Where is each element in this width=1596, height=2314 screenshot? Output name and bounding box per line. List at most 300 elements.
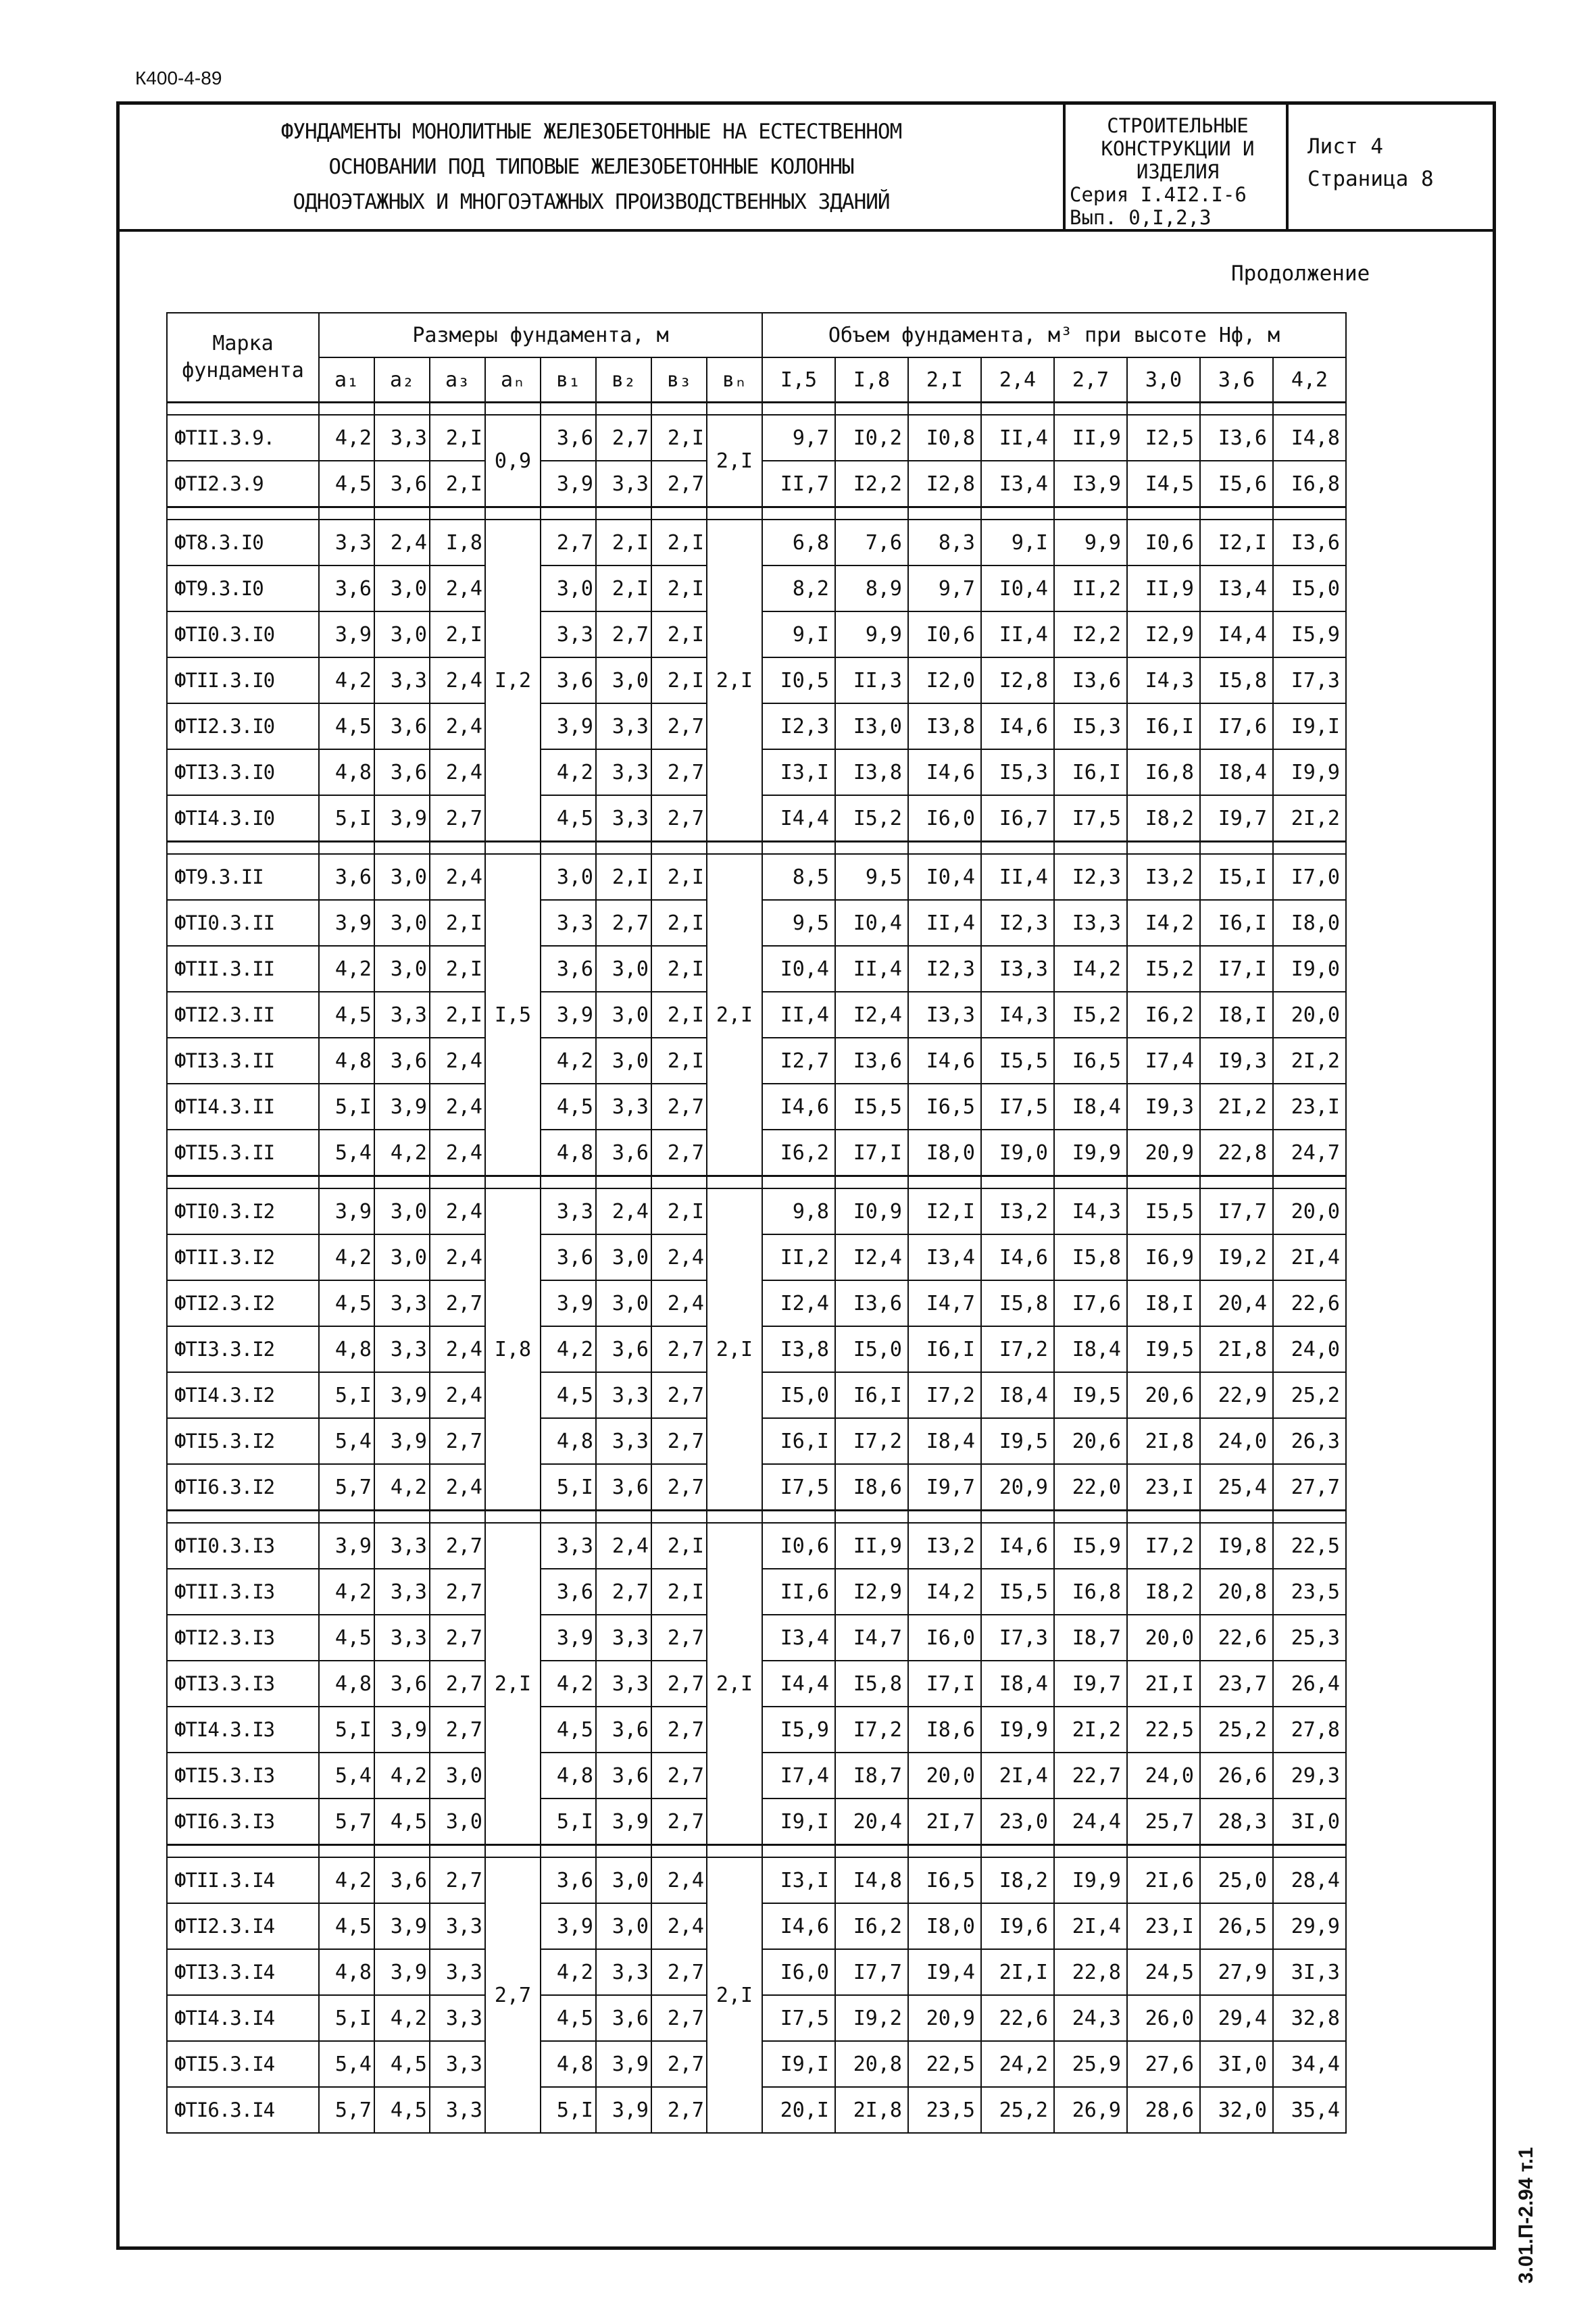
foundation-mark: ФТI2.3.I0 bbox=[167, 703, 319, 749]
spacer-cell bbox=[1054, 507, 1127, 520]
dimension-a: 3,3 bbox=[374, 1569, 430, 1615]
volume-value: I8,I bbox=[1200, 992, 1273, 1038]
dimension-b: 3,3 bbox=[596, 749, 651, 795]
volume-value: I2,0 bbox=[908, 657, 981, 703]
dimension-b: 3,9 bbox=[596, 1799, 651, 1845]
height-column-header: 4,2 bbox=[1273, 357, 1346, 403]
volume-value: 8,3 bbox=[908, 520, 981, 565]
spacer-cell bbox=[981, 1511, 1054, 1524]
volume-value: I9,I bbox=[762, 2041, 835, 2087]
volume-value: I0,5 bbox=[762, 657, 835, 703]
dimension-a: 3,9 bbox=[319, 1188, 374, 1234]
volume-value: 34,4 bbox=[1273, 2041, 1346, 2087]
dimension-a: 3,9 bbox=[374, 1418, 430, 1464]
volume-value: 20,8 bbox=[835, 2041, 908, 2087]
volume-value: I5,0 bbox=[1273, 565, 1346, 611]
volume-value: I4,6 bbox=[981, 703, 1054, 749]
spacer-cell bbox=[762, 507, 835, 520]
dimension-an: I,2 bbox=[485, 520, 541, 842]
foundation-mark: ФТII.3.I2 bbox=[167, 1234, 319, 1280]
volume-value: I2,9 bbox=[835, 1569, 908, 1615]
volume-value: 20,0 bbox=[1273, 1188, 1346, 1234]
volume-value: I5,6 bbox=[1200, 461, 1273, 507]
dimension-b: 3,9 bbox=[596, 2087, 651, 2133]
volume-value: I6,I bbox=[762, 1418, 835, 1464]
volume-value: 25,7 bbox=[1127, 1799, 1200, 1845]
spacer-cell bbox=[1127, 1511, 1200, 1524]
volume-value: I6,2 bbox=[762, 1130, 835, 1176]
spacer-cell bbox=[541, 842, 596, 855]
volume-value: I8,0 bbox=[1273, 900, 1346, 946]
spacer-cell bbox=[596, 403, 651, 416]
volume-value: 20,4 bbox=[1200, 1280, 1273, 1326]
dimension-a: 4,5 bbox=[374, 2041, 430, 2087]
volume-value: 22,5 bbox=[1127, 1707, 1200, 1753]
dimension-b: 2,I bbox=[651, 1188, 707, 1234]
spacer-cell bbox=[1273, 1511, 1346, 1524]
volume-value: 26,9 bbox=[1054, 2087, 1127, 2133]
volume-value: I6,I bbox=[908, 1326, 981, 1372]
volume-value: I9,9 bbox=[1273, 749, 1346, 795]
dimension-b: 2,7 bbox=[651, 1995, 707, 2041]
volume-value: I3,2 bbox=[1127, 854, 1200, 900]
foundation-mark: ФТI6.3.I4 bbox=[167, 2087, 319, 2133]
volume-value: I7,6 bbox=[1054, 1280, 1127, 1326]
volume-value: 32,0 bbox=[1200, 2087, 1273, 2133]
volume-value: I8,2 bbox=[981, 1857, 1054, 1903]
spacer-cell bbox=[707, 1176, 762, 1189]
dimension-a: 3,0 bbox=[374, 900, 430, 946]
dimension-b: 3,6 bbox=[541, 946, 596, 992]
volume-value: I3,8 bbox=[835, 749, 908, 795]
dimension-a: 5,7 bbox=[319, 1464, 374, 1511]
volume-value: I5,2 bbox=[1127, 946, 1200, 992]
dimension-b: 3,6 bbox=[541, 415, 596, 461]
series-line: ИЗДЕЛИЯ bbox=[1136, 160, 1220, 183]
volume-value: II,4 bbox=[908, 900, 981, 946]
dimension-a: 3,6 bbox=[374, 1038, 430, 1084]
dimension-a: 3,3 bbox=[430, 2087, 485, 2133]
volume-value: I9,5 bbox=[1127, 1326, 1200, 1372]
table-row bbox=[167, 520, 1346, 565]
volume-value: I4,3 bbox=[1127, 657, 1200, 703]
dimension-a: 2,7 bbox=[430, 795, 485, 842]
spacer-cell bbox=[485, 1511, 541, 1524]
dimension-column-header: в₃ bbox=[651, 357, 707, 403]
dimension-b: 3,3 bbox=[596, 461, 651, 507]
spacer-cell bbox=[1054, 1845, 1127, 1858]
document-code: К400-4-89 bbox=[135, 68, 222, 89]
dimension-b: 4,8 bbox=[541, 1130, 596, 1176]
dimension-a: 2,4 bbox=[430, 1464, 485, 1511]
dimension-b: 3,0 bbox=[596, 1038, 651, 1084]
volume-value: 20,8 bbox=[1200, 1569, 1273, 1615]
volume-value: I6,5 bbox=[1054, 1038, 1127, 1084]
spacer-cell bbox=[707, 1511, 762, 1524]
volume-value: I3,6 bbox=[1200, 415, 1273, 461]
title-line: ФУНДАМЕНТЫ МОНОЛИТНЫЕ ЖЕЛЕЗОБЕТОННЫЕ НА ЕСТЕСТВЕННОМ bbox=[280, 120, 902, 144]
dimension-a: 4,2 bbox=[319, 415, 374, 461]
dimension-a: 2,7 bbox=[430, 1857, 485, 1903]
height-column-header: 3,6 bbox=[1200, 357, 1273, 403]
dimension-a: 3,9 bbox=[319, 611, 374, 657]
spacer-cell bbox=[835, 403, 908, 416]
dimension-a: 2,I bbox=[430, 461, 485, 507]
dimension-b: 2,I bbox=[651, 1523, 707, 1569]
dimension-a: 4,2 bbox=[319, 1569, 374, 1615]
volume-value: I2,7 bbox=[762, 1038, 835, 1084]
dimension-b: 2,4 bbox=[651, 1857, 707, 1903]
spacer-cell bbox=[430, 1511, 485, 1524]
dimension-b: 3,3 bbox=[596, 703, 651, 749]
continuation-label: Продолжение bbox=[1231, 261, 1370, 286]
spacer-cell bbox=[1200, 842, 1273, 855]
dimension-b: 2,7 bbox=[651, 1615, 707, 1661]
volume-value: I9,9 bbox=[1054, 1857, 1127, 1903]
dimension-a: 5,7 bbox=[319, 2087, 374, 2133]
volume-value: I0,4 bbox=[981, 565, 1054, 611]
dimension-column-header: а₂ bbox=[374, 357, 430, 403]
dimension-bn: 2,I bbox=[707, 854, 762, 1176]
volume-value: 35,4 bbox=[1273, 2087, 1346, 2133]
volume-value: 28,3 bbox=[1200, 1799, 1273, 1845]
dimension-bn: 2,I bbox=[707, 1857, 762, 2133]
volume-value: 9,9 bbox=[835, 611, 908, 657]
dimension-an: I,5 bbox=[485, 854, 541, 1176]
dimension-b: 4,5 bbox=[541, 1084, 596, 1130]
volume-value: I7,5 bbox=[762, 1995, 835, 2041]
volume-value: 2I,2 bbox=[1273, 795, 1346, 842]
volume-value: I3,2 bbox=[981, 1188, 1054, 1234]
volume-value: 24,0 bbox=[1127, 1753, 1200, 1799]
volume-value: I6,I bbox=[1127, 703, 1200, 749]
volume-value: 9,I bbox=[762, 611, 835, 657]
volume-value: I5,I bbox=[1200, 854, 1273, 900]
spacer-cell bbox=[374, 507, 430, 520]
volume-value: I7,I bbox=[835, 1130, 908, 1176]
volume-value: I6,2 bbox=[835, 1903, 908, 1949]
volume-value: I7,I bbox=[1200, 946, 1273, 992]
volume-value: I2,5 bbox=[1127, 415, 1200, 461]
spacer-cell bbox=[908, 507, 981, 520]
group-spacer bbox=[167, 842, 1346, 855]
volume-value: 26,5 bbox=[1200, 1903, 1273, 1949]
volume-value: I6,0 bbox=[908, 1615, 981, 1661]
volume-value: I6,I bbox=[1200, 900, 1273, 946]
dimension-a: 3,6 bbox=[319, 565, 374, 611]
dimension-b: 2,I bbox=[651, 900, 707, 946]
dimension-b: 4,2 bbox=[541, 1038, 596, 1084]
volume-value: 29,3 bbox=[1273, 1753, 1346, 1799]
volume-value: I4,6 bbox=[762, 1903, 835, 1949]
dimension-column-header: в₁ bbox=[541, 357, 596, 403]
volume-value: I2,4 bbox=[835, 992, 908, 1038]
dimension-b: 3,6 bbox=[596, 1326, 651, 1372]
volume-value: 2I,I bbox=[1127, 1661, 1200, 1707]
volume-value: 20,6 bbox=[1054, 1418, 1127, 1464]
dimension-a: 2,I bbox=[430, 900, 485, 946]
dimension-a: 2,7 bbox=[430, 1661, 485, 1707]
volume-value: 22,6 bbox=[981, 1995, 1054, 2041]
dimension-a: 3,6 bbox=[374, 703, 430, 749]
dimension-a: 4,8 bbox=[319, 1038, 374, 1084]
volume-value: 3I,3 bbox=[1273, 1949, 1346, 1995]
volume-value: I5,0 bbox=[835, 1326, 908, 1372]
dimension-a: 2,4 bbox=[430, 1372, 485, 1418]
volume-value: I0,6 bbox=[762, 1523, 835, 1569]
group-spacer bbox=[167, 403, 1346, 416]
dimension-b: 3,0 bbox=[596, 1903, 651, 1949]
spacer-cell bbox=[1273, 507, 1346, 520]
spacer-cell bbox=[762, 1511, 835, 1524]
archive-code: 3.01.П-2.94 т.1 bbox=[1515, 2146, 1537, 2284]
spacer-cell bbox=[374, 1176, 430, 1189]
volume-value: II,4 bbox=[981, 611, 1054, 657]
dimension-b: 2,7 bbox=[651, 1130, 707, 1176]
dimension-bn: 2,I bbox=[707, 520, 762, 842]
dimension-b: 3,3 bbox=[541, 611, 596, 657]
dimension-b: 2,7 bbox=[596, 900, 651, 946]
dimension-b: 2,I bbox=[651, 565, 707, 611]
volume-value: 2I,8 bbox=[835, 2087, 908, 2133]
dimension-b: 3,3 bbox=[596, 1949, 651, 1995]
group-spacer bbox=[167, 1845, 1346, 1858]
volume-value: I5,2 bbox=[1054, 992, 1127, 1038]
volume-value: 20,0 bbox=[1127, 1615, 1200, 1661]
volume-value: I4,6 bbox=[908, 1038, 981, 1084]
spacer-cell bbox=[319, 403, 374, 416]
dimension-b: 3,6 bbox=[596, 1130, 651, 1176]
foundation-mark: ФТI2.3.I4 bbox=[167, 1903, 319, 1949]
volume-value: I0,4 bbox=[908, 854, 981, 900]
volume-value: 2I,8 bbox=[1200, 1326, 1273, 1372]
volume-value: II,4 bbox=[981, 854, 1054, 900]
dimension-b: 3,9 bbox=[596, 2041, 651, 2087]
dimension-b: 3,9 bbox=[541, 1615, 596, 1661]
volume-value: I8,4 bbox=[1200, 749, 1273, 795]
volume-value: I0,4 bbox=[762, 946, 835, 992]
dimension-a: 2,I bbox=[430, 992, 485, 1038]
volume-value: I7,4 bbox=[1127, 1038, 1200, 1084]
volume-value: 25,4 bbox=[1200, 1464, 1273, 1511]
volume-value: I3,3 bbox=[981, 946, 1054, 992]
volume-value: I0,2 bbox=[835, 415, 908, 461]
volume-value: 24,5 bbox=[1127, 1949, 1200, 1995]
dimension-a: 5,I bbox=[319, 1084, 374, 1130]
volume-value: I4,6 bbox=[762, 1084, 835, 1130]
foundation-mark: ФТII.3.9. bbox=[167, 415, 319, 461]
volume-value: I2,3 bbox=[1054, 854, 1127, 900]
dimension-an: 2,7 bbox=[485, 1857, 541, 2133]
table-row bbox=[167, 854, 1346, 900]
dimension-a: 4,8 bbox=[319, 1949, 374, 1995]
dimension-b: 3,3 bbox=[596, 1615, 651, 1661]
spacer-cell bbox=[707, 507, 762, 520]
spacer-cell bbox=[908, 403, 981, 416]
volume-value: II,2 bbox=[762, 1234, 835, 1280]
volume-value: I5,8 bbox=[981, 1280, 1054, 1326]
dimension-b: 2,I bbox=[651, 946, 707, 992]
height-column-header: I,8 bbox=[835, 357, 908, 403]
dimension-a: 2,4 bbox=[430, 1130, 485, 1176]
volume-value: I4,5 bbox=[1127, 461, 1200, 507]
volume-value: I5,9 bbox=[762, 1707, 835, 1753]
height-column-header: 2,4 bbox=[981, 357, 1054, 403]
dimension-a: 3,6 bbox=[374, 1857, 430, 1903]
foundation-mark: ФТI4.3.I3 bbox=[167, 1707, 319, 1753]
dimension-b: 2,7 bbox=[541, 520, 596, 565]
dimension-b: 3,3 bbox=[541, 1188, 596, 1234]
dimension-a: 4,5 bbox=[319, 1280, 374, 1326]
dimension-a: 5,4 bbox=[319, 1418, 374, 1464]
volume-value: II,2 bbox=[1054, 565, 1127, 611]
volume-value: I6,5 bbox=[908, 1084, 981, 1130]
spacer-cell bbox=[1054, 842, 1127, 855]
dimension-a: 2,4 bbox=[430, 657, 485, 703]
dimension-b: 5,I bbox=[541, 1464, 596, 1511]
volume-value: I4,7 bbox=[908, 1280, 981, 1326]
volume-value: I7,0 bbox=[1273, 854, 1346, 900]
volume-value: 22,9 bbox=[1200, 1372, 1273, 1418]
volume-value: 22,6 bbox=[1200, 1615, 1273, 1661]
dimension-bn: 2,I bbox=[707, 415, 762, 507]
dimension-b: 2,7 bbox=[651, 1707, 707, 1753]
spacer-cell bbox=[1054, 403, 1127, 416]
volume-value: 26,0 bbox=[1127, 1995, 1200, 2041]
dimension-column-header: а₃ bbox=[430, 357, 485, 403]
spacer-cell bbox=[651, 403, 707, 416]
dimension-a: 5,I bbox=[319, 1372, 374, 1418]
dimension-a: 3,0 bbox=[374, 1188, 430, 1234]
volume-value: 23,I bbox=[1127, 1464, 1200, 1511]
dimension-b: 2,I bbox=[651, 1038, 707, 1084]
dimension-a: 5,4 bbox=[319, 1753, 374, 1799]
dimension-b: 3,6 bbox=[596, 1753, 651, 1799]
volume-value: I9,8 bbox=[1200, 1523, 1273, 1569]
spacer-cell bbox=[981, 1845, 1054, 1858]
foundation-mark: ФТI4.3.I2 bbox=[167, 1372, 319, 1418]
volume-value: 2I,2 bbox=[1273, 1038, 1346, 1084]
dimension-a: 3,6 bbox=[374, 749, 430, 795]
volume-value: I8,4 bbox=[981, 1372, 1054, 1418]
dimension-a: 3,0 bbox=[374, 854, 430, 900]
dimension-b: 2,7 bbox=[596, 611, 651, 657]
dimension-b: 2,I bbox=[596, 854, 651, 900]
volume-value: 25,2 bbox=[981, 2087, 1054, 2133]
dimension-bn: 2,I bbox=[707, 1523, 762, 1845]
volume-value: I8,4 bbox=[1054, 1326, 1127, 1372]
dimension-b: 3,6 bbox=[596, 1464, 651, 1511]
volume-value: I3,6 bbox=[1054, 657, 1127, 703]
volume-value: I8,6 bbox=[835, 1464, 908, 1511]
foundation-mark: ФТI3.3.II bbox=[167, 1038, 319, 1084]
volume-value: 9,8 bbox=[762, 1188, 835, 1234]
volume-value: I9,7 bbox=[908, 1464, 981, 1511]
volume-value: 9,9 bbox=[1054, 520, 1127, 565]
dimension-a: 2,4 bbox=[430, 1326, 485, 1372]
series-number: Серия I.4I2.I-6 bbox=[1070, 183, 1247, 206]
dimension-a: 4,8 bbox=[319, 1661, 374, 1707]
dimension-b: 2,7 bbox=[651, 2041, 707, 2087]
spacer-cell bbox=[707, 842, 762, 855]
height-column-header: 3,0 bbox=[1127, 357, 1200, 403]
volume-value: I9,I bbox=[1273, 703, 1346, 749]
dimension-a: 4,2 bbox=[374, 1995, 430, 2041]
dimension-b: 4,2 bbox=[541, 1949, 596, 1995]
dimension-b: 2,7 bbox=[651, 703, 707, 749]
volume-value: I3,4 bbox=[762, 1615, 835, 1661]
dimension-a: 4,5 bbox=[319, 703, 374, 749]
spacer-cell bbox=[167, 403, 319, 416]
drawing-frame bbox=[116, 101, 1496, 2250]
volume-value: I9,5 bbox=[1054, 1372, 1127, 1418]
volume-value: I9,2 bbox=[1200, 1234, 1273, 1280]
dimension-a: 2,4 bbox=[430, 749, 485, 795]
dimension-a: 2,7 bbox=[430, 1280, 485, 1326]
dimension-b: 3,9 bbox=[541, 992, 596, 1038]
volume-value: I3,I bbox=[762, 749, 835, 795]
dimension-a: 4,5 bbox=[374, 2087, 430, 2133]
table-row bbox=[167, 1523, 1346, 1569]
foundation-mark: ФТI5.3.II bbox=[167, 1130, 319, 1176]
spacer-cell bbox=[1200, 1176, 1273, 1189]
spacer-cell bbox=[1127, 842, 1200, 855]
spacer-cell bbox=[596, 1511, 651, 1524]
foundation-mark: ФТ9.3.II bbox=[167, 854, 319, 900]
spacer-cell bbox=[835, 1176, 908, 1189]
dimension-a: 2,4 bbox=[430, 565, 485, 611]
dimension-b: 2,7 bbox=[651, 749, 707, 795]
dimension-b: 3,0 bbox=[596, 1280, 651, 1326]
dimension-b: 2,7 bbox=[651, 1418, 707, 1464]
volume-value: 20,9 bbox=[908, 1995, 981, 2041]
dimension-a: 4,2 bbox=[319, 946, 374, 992]
dimension-b: 2,4 bbox=[651, 1903, 707, 1949]
dimension-a: 2,I bbox=[430, 611, 485, 657]
dimension-b: 3,3 bbox=[541, 1523, 596, 1569]
dimension-b: 3,9 bbox=[541, 1280, 596, 1326]
dimension-b: 2,7 bbox=[651, 1661, 707, 1707]
volume-value: 23,0 bbox=[981, 1799, 1054, 1845]
dimension-a: 2,7 bbox=[430, 1523, 485, 1569]
volume-value: I0,4 bbox=[835, 900, 908, 946]
dimension-an: 2,I bbox=[485, 1523, 541, 1845]
dimension-b: 4,2 bbox=[541, 1326, 596, 1372]
volume-value: 26,6 bbox=[1200, 1753, 1273, 1799]
dimension-b: 3,0 bbox=[596, 1234, 651, 1280]
spacer-cell bbox=[430, 842, 485, 855]
dimension-b: 4,8 bbox=[541, 1753, 596, 1799]
spacer-cell bbox=[651, 507, 707, 520]
volume-value: 9,7 bbox=[908, 565, 981, 611]
volume-value: 28,4 bbox=[1273, 1857, 1346, 1903]
spacer-cell bbox=[485, 1176, 541, 1189]
spacer-cell bbox=[485, 507, 541, 520]
foundation-mark: ФТI4.3.I4 bbox=[167, 1995, 319, 2041]
dimension-b: 3,9 bbox=[541, 703, 596, 749]
volume-value: I5,9 bbox=[1054, 1523, 1127, 1569]
foundation-mark: ФТI5.3.I3 bbox=[167, 1753, 319, 1799]
dimension-b: 3,0 bbox=[596, 946, 651, 992]
dimension-a: 3,0 bbox=[374, 611, 430, 657]
dimension-b: 4,8 bbox=[541, 1418, 596, 1464]
volume-value: 24,7 bbox=[1273, 1130, 1346, 1176]
volume-value: 23,I bbox=[1127, 1903, 1200, 1949]
dimension-a: 3,6 bbox=[374, 461, 430, 507]
spacer-cell bbox=[1127, 507, 1200, 520]
series-line: КОНСТРУКЦИИ И bbox=[1101, 137, 1255, 160]
volume-value: I8,6 bbox=[908, 1707, 981, 1753]
